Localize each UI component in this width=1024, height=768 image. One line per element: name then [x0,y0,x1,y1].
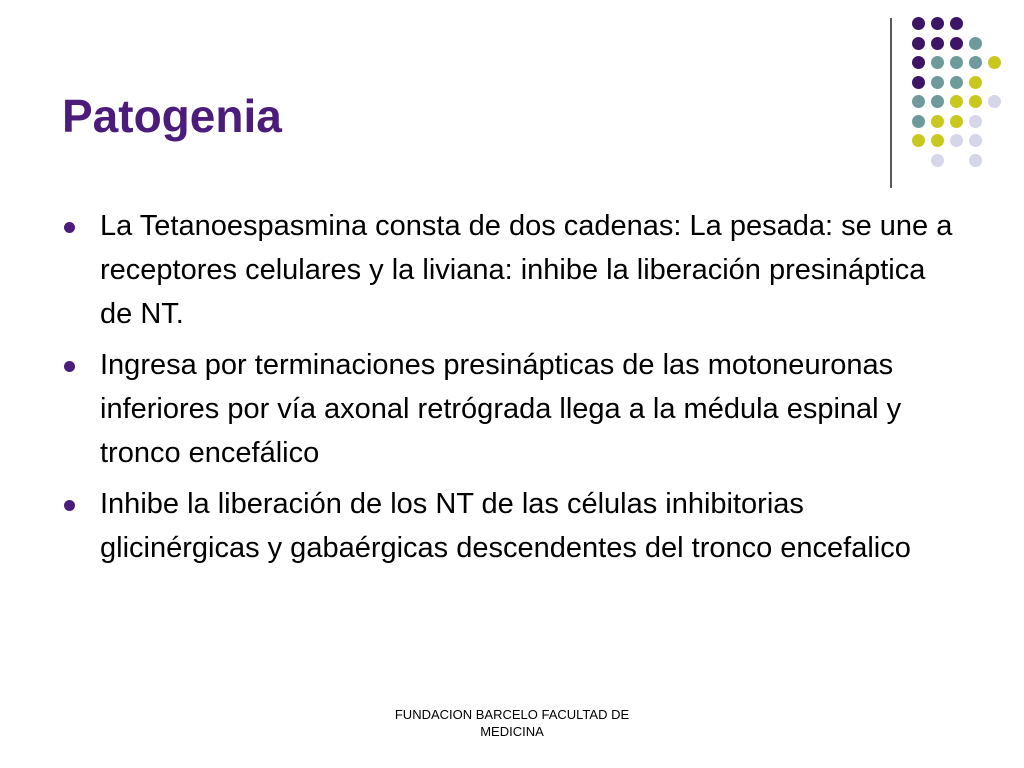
bullet-item [62,343,962,475]
decorative-dot [950,76,963,89]
decorative-dot [969,95,982,108]
decorative-dot [912,134,925,147]
decorative-dot [950,134,963,147]
decorative-dot [931,134,944,147]
slide-title: Patogenia [62,90,282,142]
decorative-dot [912,115,925,128]
decorative-dot [988,56,1001,69]
decorative-dot [912,95,925,108]
decorative-dot [988,95,1001,108]
decorative-dot [969,56,982,69]
decorative-dot [969,154,982,167]
decorative-dot [912,76,925,89]
decorative-dot [931,154,944,167]
decorative-dot-grid [902,10,1012,170]
bullet-text: Ingresa por terminaciones presinápticas de las motoneuronas inferiores por vía axonal retrógrada llega a la médula espinal y tronco encefálico [100,349,902,469]
decorative-dot [931,37,944,50]
bullet-icon [64,361,75,372]
bullet-icon [64,500,75,511]
bullet-item [62,204,962,336]
decorative-dot [950,17,963,30]
decorative-dot [912,17,925,30]
decorative-dot [969,134,982,147]
decorative-dot [969,37,982,50]
bullet-text: Inhibe la liberación de los NT de las células inhibitorias glicinérgicas y gabaérgicas descendentes del tronco encefalico [100,488,911,564]
decorative-dot [969,76,982,89]
decorative-dot [931,95,944,108]
decorative-dot [931,115,944,128]
decorative-dot [931,17,944,30]
bullet-text: La Tetanoespasmina consta de dos cadenas: La pesada: se une a receptores celulares y la liviana: inhibe la liberación presináptica de NT. [100,210,953,330]
decorative-divider-line [890,18,892,188]
bullet-icon [64,222,75,233]
decorative-dot [931,56,944,69]
bullet-list [62,204,962,577]
decorative-dot [950,95,963,108]
decorative-dot [969,115,982,128]
decorative-dot [931,76,944,89]
slide-footer: FUNDACION BARCELO FACULTAD DE MEDICINA [394,707,630,739]
decorative-dot [950,56,963,69]
decorative-dot [912,56,925,69]
decorative-dot [912,37,925,50]
decorative-dot [950,115,963,128]
decorative-dot [950,37,963,50]
bullet-item [62,482,962,570]
